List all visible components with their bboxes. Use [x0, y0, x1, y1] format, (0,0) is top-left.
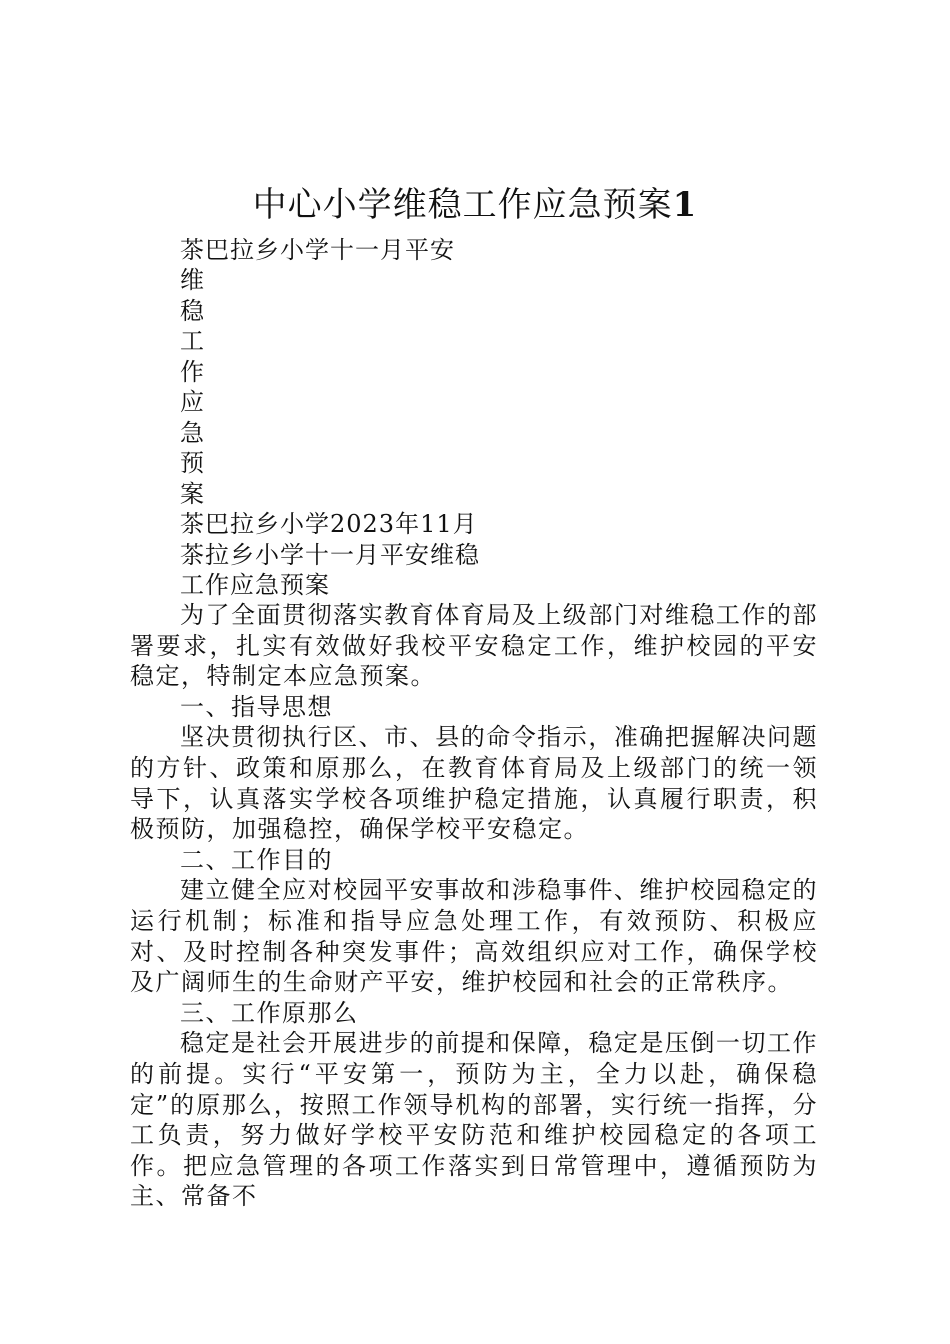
cover-date-line: 茶巴拉乡小学2023年11月: [180, 510, 478, 538]
vertical-char: 工: [180, 327, 205, 355]
document-body: [130, 600, 818, 1212]
section-heading-guiding: 一、指导思想: [180, 692, 333, 721]
vertical-char: 急: [180, 419, 205, 447]
section-paragraph-purpose: 建立健全应对校园平安事故和涉稳事件、维护校园稳定的运行机制；标准和指导应急处理工作，有效预防、积极应对、及时控制各种突发事件；高效组织应对工作，确保学校及广阔师生的生命财产平安，维护校园和社会的正常秩序。: [130, 876, 818, 997]
vertical-char: 应: [180, 388, 205, 416]
section-paragraph-principles: 稳定是社会开展进步的前提和保障，稳定是压倒一切工作的前提。实行“平安第一，预防为主，全力以赴，确保稳定”的原那么，按照工作领导机构的部署，实行统一指挥，分工负责，努力做好学校平安防范和维护校园稳定的各项工作。把应急管理的各项工作落实到日常管理中，遵循预防为主、常备不: [130, 1029, 818, 1211]
intro-paragraph: 为了全面贯彻落实教育体育局及上级部门对维稳工作的部署要求，扎实有效做好我校平安稳定工作，维护校园的平安稳定，特制定本应急预案。: [130, 601, 818, 691]
title-number: 1: [672, 185, 698, 225]
subtitle-line-2: 工作应急预案: [180, 571, 330, 599]
subtitle-line-1: 茶拉乡小学十一月平安维稳: [180, 541, 480, 569]
vertical-char: 维: [180, 266, 205, 294]
section-heading-purpose: 二、工作目的: [180, 845, 333, 874]
section-paragraph-guiding: 坚决贯彻执行区、市、县的命令指示，准确把握解决问题的方针、政策和原那么，在教育体育局及上级部门的统一领导下，认真落实学校各项维护稳定措施，认真履行职责，积极预防，加强稳控，确保学校平安稳定。: [130, 723, 818, 844]
vertical-char: 稳: [180, 297, 205, 325]
cover-line-school: 茶巴拉乡小学十一月平安: [180, 236, 455, 264]
section-heading-principles: 三、工作原那么: [180, 998, 359, 1027]
title-text: 中心小学维稳工作应急预案: [252, 185, 673, 225]
vertical-char: 作: [180, 358, 205, 386]
document-title: [0, 182, 950, 228]
vertical-char: 案: [180, 480, 205, 508]
vertical-char: 预: [180, 449, 205, 477]
